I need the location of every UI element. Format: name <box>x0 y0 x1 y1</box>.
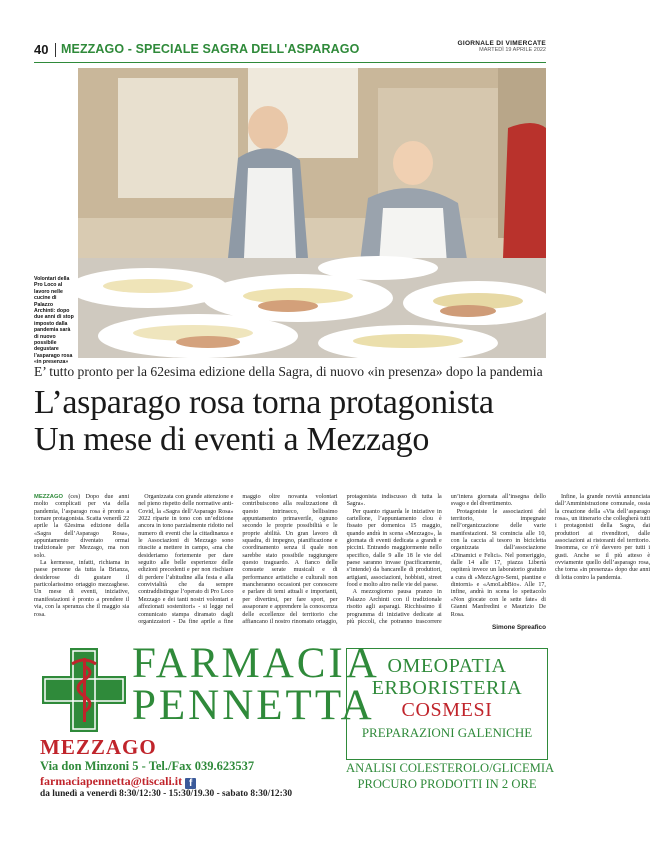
article-photo <box>78 68 546 358</box>
article-paragraph: A mezzogiorno pausa pranzo in Palazzo Archinti con il tradizionale risotto agli asparagi. Ricchissimo il programma di iniziative dedicate ai più piccoli, che potranno trascorrere un’intera giornata all’insegna dello svago e del divertimento. <box>346 494 546 625</box>
newspaper-name: GIORNALE DI VIMERCATE <box>457 40 546 47</box>
service-cosmesi: COSMESI <box>401 699 493 721</box>
pharmacy-advertisement <box>34 640 555 802</box>
article-title <box>34 384 546 458</box>
page-number: 40 <box>34 42 49 57</box>
article-paragraph: Protagoniste le associazioni del territorio, impegnate nell’organizzazione delle varie manifestazioni. Si comincia alle 10, con la caccia al tesoro in bicicletta organizzata dall’associazione «Dinamici e Felici». Nel pomeriggio, dalle 14 alle 17, piazza Libertà ospiterà invece un laboratorio gratuito a cura di «MezzAgro-Semi, piantine e dintorni» e «AmoLabBio». Alle 17, infine, andrà in scena lo spettacolo «Non giocate con le sette fate» di Gianni Manfredini e Maurizio De Rosa. <box>450 508 546 618</box>
dateline-code: (ces) <box>68 494 81 500</box>
ad-name-line-2: PENNETTA <box>132 682 375 729</box>
page-header <box>34 40 546 60</box>
author-signature: Simone Spreafico <box>492 624 546 631</box>
article-body <box>34 494 650 632</box>
service-analisi: ANALISI COLESTEROLO/GLICEMIA <box>346 761 555 775</box>
ad-email: farmaciapennetta@tiscali.it <box>40 774 183 788</box>
article-paragraph: La kermesse, infatti, richiama in paese persone da tutta la Brianza, desiderose di gustare il particolarissimo ortaggio mezzaghese. Un mese di eventi, iniziative, manifestazioni è pronto a prendere il via, con la speranza che il maggio sia rosa. <box>34 560 130 618</box>
ad-address: Via don Minzoni 5 - Tel./Fax 039.623537 <box>40 759 255 773</box>
service-preparazioni: PREPARAZIONI GALENICHE <box>361 725 533 740</box>
dateline-city: MEZZAGO <box>34 494 63 500</box>
article-paragraph: Organizzata con grande attenzione e nel pieno rispetto delle normative anti-Covid, la «Sagra dell’Asparago Rosa» 2022 riparte in tono con un’edizione ancora in tono parzialmente ridotto nel numero di eventi che la cittadinanza e le Associazioni di Mezzago sono riuscite a mettere in campo, «ma che desideriamo fortemente per dare seguito alle belle esperienze delle edizioni precedenti e per non rischiare di perdere l’abitudine alla festa e alla convivialità che da sempre contraddistingue l’operato di Pro Loco Mezzago e dei tanti nostri volontari e affezionati sostenitori» - si legge nel comunicato stampa diramato dagli organizzatori - Da fine aprile a fine maggio oltre novanta volontari contribuiscono alla realizzazione di questo intrinseco, bellissimo appuntamento primaverile, ognuno secondo le proprie possibilità e le proprie abilità. Un gran lavoro di squadra, di impegno, pianificazione e coordinamento senza il quale non sarebbe stato possibile raggiungere questo traguardo. A fianco delle consuete serate musicali e di performance artistiche e culturali non mancheranno occasioni per conoscere e parlare di temi attuali e importanti, per divertirsi, per fare sport, per assaporare e apprendere la conoscenza delle eccellenze del territorio che affiancano il nostro rinomato ortaggio, protagonista indiscusso di tutta la Sagra». <box>138 494 442 625</box>
service-omeopatia: OMEOPATIA <box>387 655 507 677</box>
article-paragraph: Per quanto riguarda le iniziative in cartellone, l’appuntamento clou è fissato per domenica 15 maggio, quando andrà in scena «Mezzago», la giornata di eventi dedicata a grandi e piccini. Entrando maggiormente nello specifico, dalle 9 alle 18 le vie del paese saranno invase (pacificamente, s’intende) da bancarelle di produttori, artigiani, associazioni, hobbisti, street food e molto altro nelle vie del paese. <box>346 508 442 589</box>
ad-name-line-1: FARMACIA <box>132 640 380 687</box>
ad-left-panel <box>34 640 380 802</box>
issue-date: MARTEDÌ 19 APRILE 2022 <box>479 47 546 53</box>
header-rule <box>34 62 546 63</box>
ad-services-box <box>346 648 548 760</box>
ad-email-line <box>40 774 196 789</box>
article-paragraph: Infine, la grande novità annunciata dall’Amministrazione comunale, ossia la creazione della «Via dell’asparago rosa», un itinerario che collegherà tutti i protagonisti della Sagra, dai produttori ai rivenditori, dalle associazioni ai ristoranti del territorio. Insomma, ce n’è davvero per tutti i gusti. Anche se il più atteso è ovviamente quello dell’asparago rosa, che torna «in presenza» dopo due anni di lotta contro la pandemia. <box>554 494 650 581</box>
article-lead-paragraph <box>34 494 129 560</box>
newspaper-masthead <box>457 40 546 53</box>
pharmacy-cross-icon <box>42 648 126 732</box>
title-line-2: Un mese di eventi a Mezzago <box>34 421 430 458</box>
article-subhead: E’ tutto pronto per la 62esima edizione della Sagra, di nuovo «in presenza» dopo la pandemia <box>34 364 543 379</box>
title-line-1: L’asparago rosa torna protagonista <box>34 384 494 421</box>
photo-caption: Volontari della Pro Loco al lavoro nelle cucine di Palazzo Archinti: dopo due anni di stop imposto dalla pandemia sarà di nuovo possibile degustare l’asparago rosa «in presenza» <box>34 276 74 366</box>
header-divider <box>55 43 56 57</box>
service-procuro: PROCURO PRODOTTI IN 2 ORE <box>357 777 537 791</box>
facebook-icon: f <box>185 778 196 789</box>
ad-city: MEZZAGO <box>40 735 157 759</box>
kitchen-photo-illustration <box>78 68 546 358</box>
lead-text: Dopo due anni molto complicati per via della pandemia, l’asparago rosa è pronto a tornare protagonista. Scatta venerdì 22 aprile la 62esima edizione della «Sagra dell’Asparago Rosa», appuntamento diventato ormai tradizionale per Mezzago, ma non solo. <box>34 494 130 559</box>
service-erboristeria: ERBORISTERIA <box>371 677 523 699</box>
ad-opening-hours: da lunedì a venerdì 8:30/12:30 - 15:30/19.30 - sabato 8:30/12:30 <box>40 789 293 799</box>
section-title: MEZZAGO - SPECIALE SAGRA DELL'ASPARAGO <box>61 42 360 56</box>
